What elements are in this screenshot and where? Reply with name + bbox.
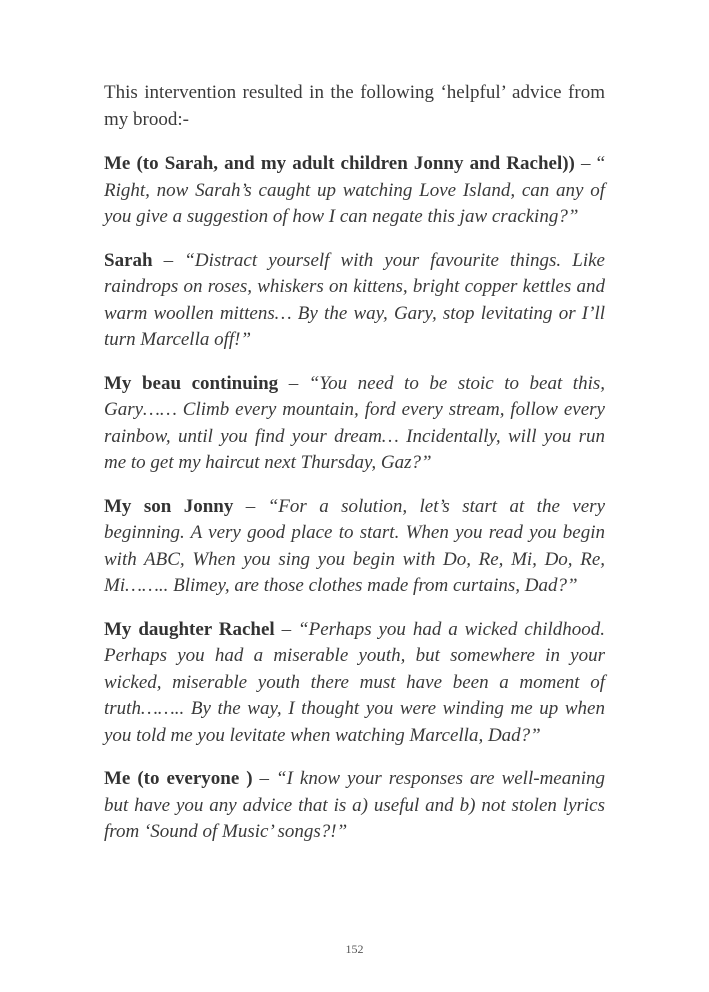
dash: –	[274, 618, 299, 640]
dash: –	[252, 768, 277, 789]
dialogue-paragraph	[104, 494, 605, 600]
speaker-name: My son Jonny	[104, 495, 234, 517]
dialogue-paragraph	[104, 766, 605, 846]
quote-text: “You need to be stoic to beat this, Gary…… Climb every mountain, ford every stream, follow every rainbow, until you find your dream… Incidentally, will you run me to get my haircut next Thursday, Gaz?”	[104, 372, 606, 473]
dash: –	[278, 372, 309, 394]
open-quote-mark: “	[596, 153, 606, 174]
quote-text: “Distract yourself with your favourite things. Like raindrops on roses, whiskers on kittens, bright copper kettles and warm woollen mittens… By the way, Gary, stop levitating or I’ll turn Marcella off!”	[104, 249, 605, 350]
speaker-name: Sarah	[104, 249, 153, 271]
intro-paragraph: This intervention resulted in the following ‘helpful’ advice from my brood:-	[104, 82, 605, 130]
dash: –	[152, 249, 185, 271]
speaker-name: Me (to everyone )	[104, 768, 253, 789]
dialogue-paragraph	[104, 371, 605, 477]
quote-text: Right, now Sarah’s caught up watching Love Island, can any of you give a suggestion of how I can negate this jaw cracking?”	[104, 179, 605, 227]
quote-text: “For a solution, let’s start at the very beginning. A very good place to start. When you read you begin with ABC, When you sing you begin with Do, Re, Mi, Do, Re, Mi…….. Blimey, are those clothes made from curtains, Dad?”	[104, 495, 606, 596]
speaker-name: Me (to Sarah, and my adult children Jonny and Rachel))	[104, 153, 575, 174]
dialogue-paragraph	[104, 151, 605, 231]
dialogue-paragraph	[104, 617, 605, 750]
quote-text: “Perhaps you had a wicked childhood. Perhaps you had a miserable youth, but somewhere in your wicked, miserable youth there must have been a moment of truth…….. By the way, I thought you were winding me up when you told me you levitate when watching Marcella, Dad?”	[104, 618, 606, 746]
dash: –	[574, 153, 597, 174]
page-number: 152	[345, 942, 364, 956]
quote-text: “I know your responses are well-meaning but have you any advice that is a) useful and b) not stolen lyrics from ‘Sound of Music’ songs?!”	[104, 768, 606, 842]
dialogue-paragraph	[104, 248, 605, 354]
speaker-name: My daughter Rachel	[104, 618, 275, 640]
speaker-name: My beau continuing	[104, 372, 279, 394]
dash: –	[233, 495, 268, 517]
book-page-body	[104, 80, 605, 863]
